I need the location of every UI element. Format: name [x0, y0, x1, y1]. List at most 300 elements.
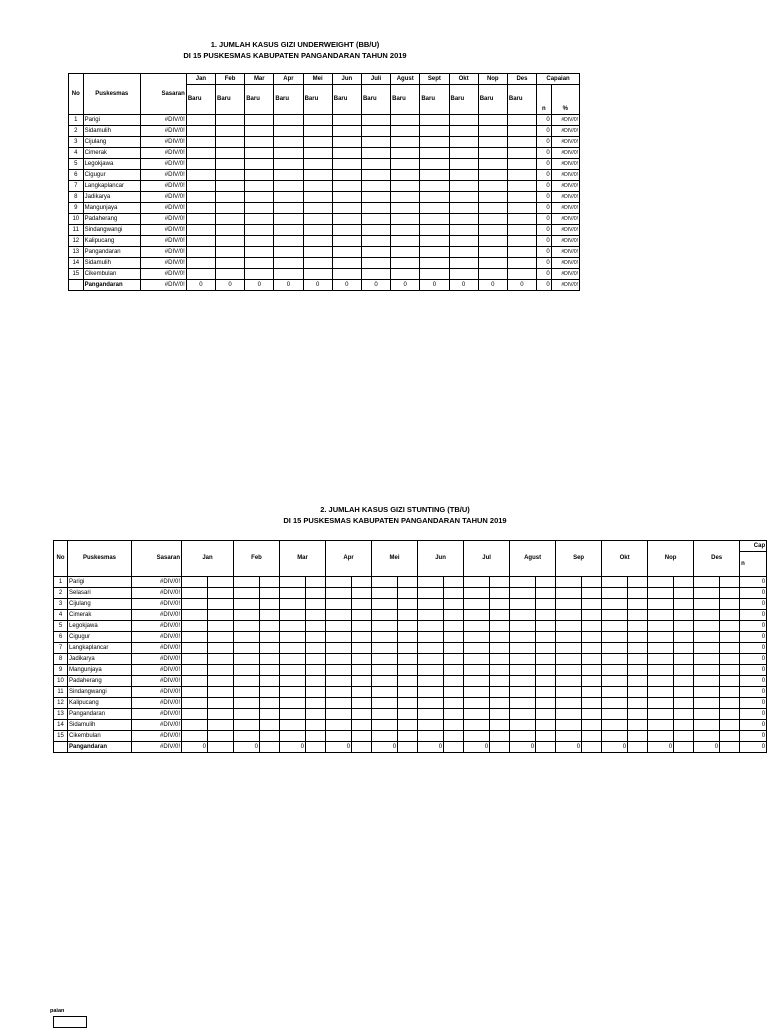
month-cell [186, 203, 215, 214]
table2-row [54, 599, 767, 610]
table2-total-row [54, 742, 767, 753]
month-cell [449, 269, 478, 280]
month-cell [332, 159, 361, 170]
month-cell [507, 225, 536, 236]
month-cell [464, 709, 490, 720]
month-cell [478, 214, 507, 225]
table2-header-month: Feb [234, 541, 280, 577]
table1-row [69, 247, 580, 258]
month-cell [398, 720, 418, 731]
month-cell [274, 214, 303, 225]
row-puskesmas: Cigugur [68, 632, 132, 643]
row-sasaran: #DIV/0! [140, 170, 186, 181]
month-cell [280, 610, 306, 621]
month-cell [274, 269, 303, 280]
table2-row [54, 698, 767, 709]
row-capaian-n: 0 [740, 599, 767, 610]
month-cell [694, 720, 720, 731]
month-cell [464, 720, 490, 731]
row-no: 15 [54, 731, 68, 742]
row-sasaran: #DIV/0! [140, 192, 186, 203]
month-cell [602, 687, 628, 698]
row-sasaran: #DIV/0! [132, 599, 182, 610]
month-cell [478, 269, 507, 280]
month-cell [186, 159, 215, 170]
month-cell [648, 610, 674, 621]
month-cell [648, 676, 674, 687]
month-cell [536, 676, 556, 687]
month-cell [444, 599, 464, 610]
month-cell [303, 214, 332, 225]
month-cell [628, 588, 648, 599]
table1-header-month: Agust [391, 74, 420, 85]
month-cell [648, 643, 674, 654]
month-cell [352, 731, 372, 742]
month-cell [234, 599, 260, 610]
next-table-fragment-cell [53, 1016, 87, 1028]
month-cell [720, 599, 740, 610]
row-no: 14 [69, 258, 84, 269]
row-puskesmas: Langkaplancar [68, 643, 132, 654]
month-cell [234, 676, 260, 687]
month-cell [280, 577, 306, 588]
month-cell [208, 676, 234, 687]
month-cell [510, 599, 536, 610]
total-month-value: 0 [694, 742, 720, 753]
month-cell [507, 192, 536, 203]
month-cell [628, 654, 648, 665]
month-cell [372, 588, 398, 599]
row-no: 7 [54, 643, 68, 654]
month-cell [418, 599, 444, 610]
total-month-value: 0 [478, 280, 507, 291]
month-cell [361, 247, 390, 258]
row-puskesmas: Parigi [68, 577, 132, 588]
table1-header-month: Jan [186, 74, 215, 85]
table1-header-pct: % [551, 85, 579, 115]
month-cell [326, 632, 352, 643]
month-cell [556, 577, 582, 588]
month-cell [478, 148, 507, 159]
month-cell [332, 258, 361, 269]
month-cell [674, 709, 694, 720]
month-cell [510, 676, 536, 687]
month-cell [332, 115, 361, 126]
month-cell [303, 247, 332, 258]
month-cell [372, 577, 398, 588]
month-cell [352, 588, 372, 599]
row-capaian-n: 0 [740, 610, 767, 621]
month-cell [260, 599, 280, 610]
month-cell [694, 588, 720, 599]
month-cell [536, 588, 556, 599]
month-cell [182, 687, 208, 698]
month-cell [536, 665, 556, 676]
month-cell [398, 654, 418, 665]
month-cell [186, 192, 215, 203]
month-cell [306, 599, 326, 610]
month-cell [510, 588, 536, 599]
month-cell [648, 698, 674, 709]
month-cell [274, 225, 303, 236]
row-sasaran: #DIV/0! [140, 203, 186, 214]
month-cell [478, 159, 507, 170]
month-cell [208, 665, 234, 676]
month-cell [582, 588, 602, 599]
month-cell [418, 709, 444, 720]
month-cell [449, 192, 478, 203]
table1-header-month: Mar [245, 74, 274, 85]
month-cell [720, 577, 740, 588]
table1-header-month: Mei [303, 74, 332, 85]
month-cell [449, 148, 478, 159]
month-cell [391, 214, 420, 225]
month-cell [332, 247, 361, 258]
month-cell [398, 742, 418, 753]
row-capaian-pct: #DIV/0! [551, 137, 579, 148]
month-cell [260, 654, 280, 665]
row-sasaran: #DIV/0! [132, 676, 182, 687]
month-cell [694, 621, 720, 632]
month-cell [720, 588, 740, 599]
month-cell [234, 720, 260, 731]
row-puskesmas: Mangunjaya [83, 203, 140, 214]
month-cell [186, 126, 215, 137]
month-cell [648, 621, 674, 632]
total-month-value: 0 [556, 742, 582, 753]
month-cell [694, 731, 720, 742]
month-cell [720, 720, 740, 731]
table1-header-month: Des [507, 74, 536, 85]
table1 [68, 73, 580, 291]
month-cell [602, 731, 628, 742]
month-cell [208, 588, 234, 599]
row-sasaran: #DIV/0! [140, 148, 186, 159]
month-cell [490, 588, 510, 599]
row-capaian-n: 0 [537, 269, 552, 280]
month-cell [352, 654, 372, 665]
total-month-value: 0 [507, 280, 536, 291]
row-sasaran: #DIV/0! [132, 698, 182, 709]
table2-title-line1: 2. JUMLAH KASUS GIZI STUNTING (TB/U) [320, 505, 470, 514]
row-capaian-n: 0 [537, 225, 552, 236]
row-sasaran: #DIV/0! [140, 115, 186, 126]
month-cell [418, 632, 444, 643]
month-cell [372, 632, 398, 643]
month-cell [208, 577, 234, 588]
row-no: 10 [69, 214, 84, 225]
row-puskesmas: Sidamulih [68, 720, 132, 731]
total-month-value: 0 [303, 280, 332, 291]
row-no: 13 [54, 709, 68, 720]
month-cell [391, 192, 420, 203]
month-cell [245, 247, 274, 258]
row-capaian-pct: #DIV/0! [551, 214, 579, 225]
month-cell [420, 159, 449, 170]
table2-row [54, 654, 767, 665]
month-cell [720, 632, 740, 643]
month-cell [260, 588, 280, 599]
month-cell [720, 610, 740, 621]
month-cell [398, 588, 418, 599]
month-cell [510, 709, 536, 720]
month-cell [372, 720, 398, 731]
table1-row [69, 159, 580, 170]
month-cell [260, 577, 280, 588]
month-cell [306, 676, 326, 687]
row-sasaran: #DIV/0! [132, 665, 182, 676]
month-cell [444, 720, 464, 731]
month-cell [602, 643, 628, 654]
total-month-value: 0 [245, 280, 274, 291]
month-cell [628, 687, 648, 698]
month-cell [628, 621, 648, 632]
row-sasaran: #DIV/0! [132, 687, 182, 698]
month-cell [536, 709, 556, 720]
table2-header-no: No [54, 541, 68, 577]
month-cell [306, 687, 326, 698]
month-cell [444, 665, 464, 676]
table1-row [69, 137, 580, 148]
month-cell [464, 665, 490, 676]
month-cell [186, 214, 215, 225]
month-cell [510, 621, 536, 632]
month-cell [303, 192, 332, 203]
month-cell [306, 632, 326, 643]
table2-row [54, 687, 767, 698]
row-capaian-pct: #DIV/0! [551, 225, 579, 236]
month-cell [490, 676, 510, 687]
month-cell [216, 159, 245, 170]
table2-header-month: Mar [280, 541, 326, 577]
month-cell [361, 126, 390, 137]
row-no: 10 [54, 676, 68, 687]
month-cell [490, 621, 510, 632]
month-cell [280, 654, 306, 665]
month-cell [556, 588, 582, 599]
month-cell [510, 643, 536, 654]
month-cell [398, 665, 418, 676]
month-cell [602, 610, 628, 621]
row-capaian-n: 0 [740, 687, 767, 698]
month-cell [449, 181, 478, 192]
total-month-value: 0 [182, 742, 208, 753]
row-puskesmas: Cimerak [83, 148, 140, 159]
month-cell [245, 159, 274, 170]
table1-row [69, 115, 580, 126]
month-cell [510, 720, 536, 731]
month-cell [556, 632, 582, 643]
month-cell [536, 731, 556, 742]
table1-header-sasaran: Sasaran [140, 74, 186, 115]
row-sasaran: #DIV/0! [140, 225, 186, 236]
month-cell [186, 148, 215, 159]
month-cell [507, 236, 536, 247]
month-cell [418, 720, 444, 731]
month-cell [274, 126, 303, 137]
row-sasaran: #DIV/0! [132, 654, 182, 665]
table1-header-baru: Baru [186, 85, 215, 115]
month-cell [490, 731, 510, 742]
row-puskesmas: Cimerak [68, 610, 132, 621]
table1-row [69, 126, 580, 137]
month-cell [260, 665, 280, 676]
month-cell [418, 643, 444, 654]
table2-row [54, 632, 767, 643]
month-cell [280, 588, 306, 599]
month-cell [208, 687, 234, 698]
month-cell [420, 236, 449, 247]
month-cell [510, 654, 536, 665]
month-cell [582, 621, 602, 632]
row-no: 8 [54, 654, 68, 665]
month-cell [245, 225, 274, 236]
month-cell [260, 643, 280, 654]
month-cell [507, 269, 536, 280]
month-cell [274, 170, 303, 181]
month-cell [303, 137, 332, 148]
month-cell [361, 236, 390, 247]
month-cell [398, 687, 418, 698]
total-month-value: 0 [332, 280, 361, 291]
month-cell [602, 621, 628, 632]
month-cell [391, 137, 420, 148]
month-cell [628, 643, 648, 654]
month-cell [449, 137, 478, 148]
month-cell [326, 621, 352, 632]
month-cell [303, 148, 332, 159]
row-capaian-pct: #DIV/0! [551, 181, 579, 192]
table1-row [69, 192, 580, 203]
month-cell [449, 225, 478, 236]
month-cell [602, 698, 628, 709]
row-capaian-n: 0 [537, 280, 552, 291]
row-capaian-n: 0 [537, 258, 552, 269]
month-cell [510, 577, 536, 588]
table2-header-month: Mei [372, 541, 418, 577]
month-cell [418, 731, 444, 742]
month-cell [602, 599, 628, 610]
month-cell [182, 709, 208, 720]
month-cell [582, 687, 602, 698]
table1-header-baru: Baru [332, 85, 361, 115]
row-capaian-n: 0 [740, 654, 767, 665]
month-cell [352, 643, 372, 654]
month-cell [391, 236, 420, 247]
month-cell [208, 632, 234, 643]
month-cell [510, 610, 536, 621]
table2-row [54, 709, 767, 720]
row-puskesmas: Kalipucang [83, 236, 140, 247]
row-capaian-n: 0 [537, 137, 552, 148]
month-cell [556, 709, 582, 720]
month-cell [720, 709, 740, 720]
next-table-capaian-fragment: paian [50, 1008, 65, 1014]
row-no: 2 [54, 588, 68, 599]
month-cell [536, 643, 556, 654]
row-puskesmas: Jadikarya [83, 192, 140, 203]
month-cell [628, 676, 648, 687]
month-cell [398, 643, 418, 654]
row-capaian-pct: #DIV/0! [551, 258, 579, 269]
month-cell [444, 654, 464, 665]
month-cell [444, 577, 464, 588]
table1-header-baru: Baru [507, 85, 536, 115]
month-cell [326, 643, 352, 654]
table1-header-n: n [537, 85, 552, 115]
month-cell [234, 709, 260, 720]
month-cell [444, 731, 464, 742]
month-cell [449, 258, 478, 269]
month-cell [326, 676, 352, 687]
table2-header-month: Agust [510, 541, 556, 577]
month-cell [352, 621, 372, 632]
row-capaian-pct: #DIV/0! [551, 236, 579, 247]
month-cell [274, 181, 303, 192]
month-cell [352, 577, 372, 588]
month-cell [674, 588, 694, 599]
row-capaian-pct: #DIV/0! [551, 280, 579, 291]
month-cell [507, 148, 536, 159]
row-sasaran: #DIV/0! [140, 181, 186, 192]
month-cell [418, 621, 444, 632]
month-cell [510, 731, 536, 742]
month-cell [280, 709, 306, 720]
month-cell [464, 599, 490, 610]
month-cell [720, 665, 740, 676]
row-no: 11 [69, 225, 84, 236]
month-cell [182, 577, 208, 588]
month-cell [556, 654, 582, 665]
total-month-value: 0 [326, 742, 352, 753]
month-cell [391, 258, 420, 269]
row-no: 13 [69, 247, 84, 258]
month-cell [464, 654, 490, 665]
month-cell [303, 115, 332, 126]
month-cell [208, 654, 234, 665]
table2-header-n: n [740, 552, 767, 577]
month-cell [694, 632, 720, 643]
month-cell [449, 115, 478, 126]
month-cell [391, 170, 420, 181]
month-cell [602, 665, 628, 676]
row-puskesmas: Parigi [83, 115, 140, 126]
table1-header-baru: Baru [391, 85, 420, 115]
table2-header-month: Jan [182, 541, 234, 577]
row-capaian-n: 0 [740, 731, 767, 742]
row-capaian-n: 0 [740, 720, 767, 731]
row-puskesmas: Cijulang [68, 599, 132, 610]
month-cell [306, 665, 326, 676]
row-capaian-n: 0 [740, 588, 767, 599]
month-cell [674, 643, 694, 654]
month-cell [490, 599, 510, 610]
month-cell [234, 577, 260, 588]
month-cell [186, 170, 215, 181]
month-cell [507, 115, 536, 126]
month-cell [306, 654, 326, 665]
table1-row [69, 236, 580, 247]
table1-header-month: Okt [449, 74, 478, 85]
month-cell [260, 720, 280, 731]
month-cell [720, 654, 740, 665]
month-cell [182, 698, 208, 709]
month-cell [326, 577, 352, 588]
month-cell [648, 577, 674, 588]
month-cell [694, 698, 720, 709]
table2-header-puskesmas: Puskesmas [68, 541, 132, 577]
month-cell [556, 731, 582, 742]
